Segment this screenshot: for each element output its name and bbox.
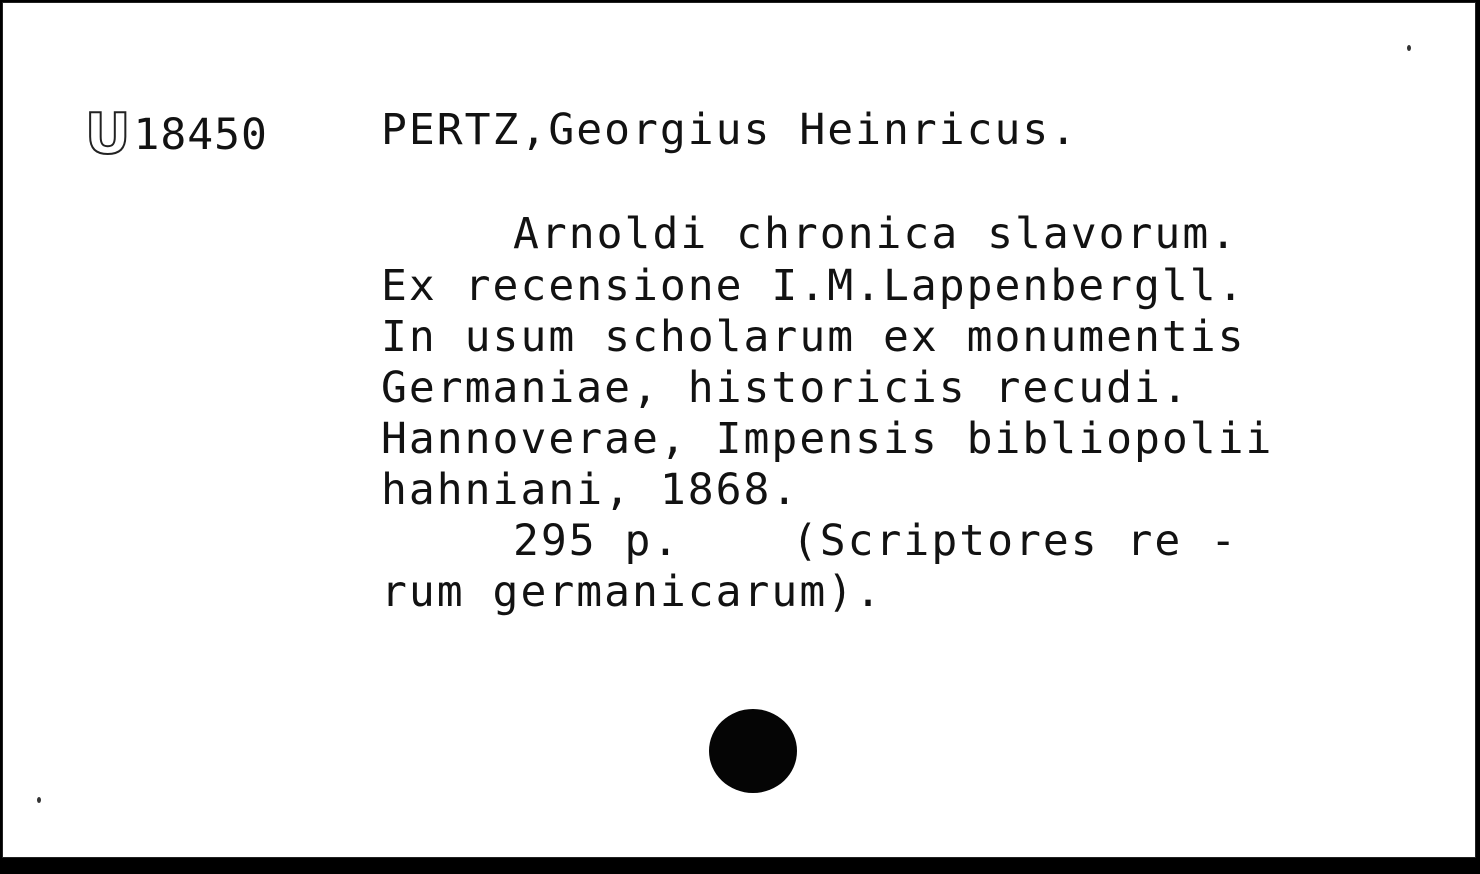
- author-heading: PERTZ,Georgius Heinricus.: [381, 105, 1079, 155]
- title-line-4: Germaniae, historicis recudi.: [381, 363, 1190, 413]
- call-number-letter: U: [85, 102, 132, 167]
- call-number: [85, 102, 268, 167]
- title-line-3: In usum scholarum ex monumentis: [381, 312, 1246, 362]
- call-number-digits: 18450: [133, 110, 268, 160]
- speck-mark: [1407, 45, 1411, 51]
- speck-mark: [37, 797, 41, 803]
- title-line-2: Ex recensione I.M.Lappenbergll.: [381, 261, 1246, 311]
- title-line-1: Arnoldi chronica slavorum.: [513, 209, 1239, 259]
- collation-line-1: 295 p. (Scriptores re -: [513, 516, 1239, 566]
- punch-hole: [709, 709, 797, 793]
- catalog-card: [2, 2, 1476, 858]
- collation-line-2: rum germanicarum).: [381, 567, 883, 617]
- imprint-line-2: hahniani, 1868.: [381, 465, 800, 515]
- imprint-line-1: Hannoverae, Impensis bibliopolii: [381, 414, 1274, 464]
